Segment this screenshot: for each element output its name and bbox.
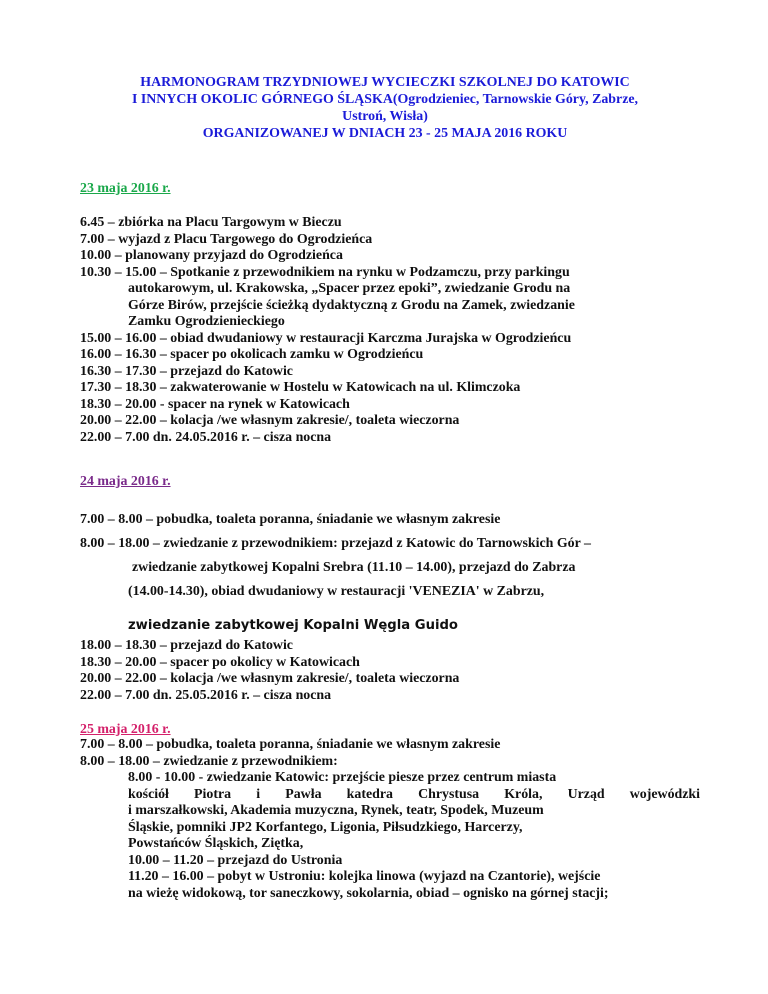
schedule-line: 16.00 – 16.30 – spacer po okolicach zamku w Ogrodzieńcu xyxy=(80,347,424,362)
title-line-4: ORGANIZOWANEJ W DNIACH 23 - 25 MAJA 2016 ROKU xyxy=(202,126,568,141)
schedule-line: 6.45 – zbiórka na Placu Targowym w Bieczu xyxy=(80,215,342,230)
schedule-line: Powstańców Śląskich, Ziętka, xyxy=(128,836,304,851)
schedule-line: 8.00 – 18.00 – zwiedzanie z przewodnikiem: xyxy=(80,753,338,769)
schedule-line: Śląskie, pomniki JP2 Korfantego, Ligonia, Piłsudzkiego, Harcerzy, xyxy=(128,819,523,835)
title-line-2: I INNYCH OKOLIC GÓRNEGO ŚLĄSKA(Ogrodzieniec, Tarnowskie Góry, Zabrze, xyxy=(131,92,638,107)
schedule-line: Górze Birów, przejście ścieżką dydaktyczną z Grodu na Zamek, zwiedzanie xyxy=(128,297,575,313)
title-line-1: HARMONOGRAM TRZYDNIOWEJ WYCIECZKI SZKOLNEJ DO KATOWIC xyxy=(140,75,630,90)
schedule-line: 16.30 – 17.30 – przejazd do Katowic xyxy=(80,363,293,379)
schedule-line: 10.00 – 11.20 – przejazd do Ustronia xyxy=(128,852,343,868)
schedule-line: 7.00 – 8.00 – pobudka, toaleta poranna, śniadanie we własnym zakresie xyxy=(80,737,501,752)
day1-schedule xyxy=(80,215,700,446)
schedule-line: (14.00-14.30), obiad dwudaniowy w restauracji 'VENEZIA' w Zabrzu, xyxy=(128,584,545,599)
day3-date-heading: 25 maja 2016 r. xyxy=(80,722,171,737)
schedule-line: 18.00 – 18.30 – przejazd do Katowic xyxy=(80,638,293,653)
schedule-line: kościół Piotra i Pawła katedra Chrystusa Króla, Urząd wojewódzki xyxy=(128,786,700,802)
schedule-line: 8.00 - 10.00 - zwiedzanie Katowic: przejście piesze przez centrum miasta xyxy=(128,770,557,785)
schedule-line: 7.00 – 8.00 – pobudka, toaleta poranna, śniadanie we własnym zakresie xyxy=(80,512,501,527)
schedule-line: 18.30 – 20.00 – spacer po okolicy w Katowicach xyxy=(80,654,360,670)
schedule-line: 11.20 – 16.00 – pobyt w Ustroniu: kolejka linowa (wyjazd na Czantorie), wejście xyxy=(128,869,601,884)
schedule-line: zwiedzanie zabytkowej Kopalni Węgla Guido xyxy=(128,618,458,633)
schedule-line: 20.00 – 22.00 – kolacja /we własnym zakresie/, toaleta wieczorna xyxy=(80,671,460,686)
schedule-line: 22.00 – 7.00 dn. 25.05.2016 r. – cisza nocna xyxy=(80,687,332,703)
day2-evening-schedule xyxy=(80,638,700,704)
document-title xyxy=(80,74,690,142)
schedule-line: zwiedzanie zabytkowej Kopalni Srebra (11.10 – 14.00), przejazd do Zabrza xyxy=(132,560,576,575)
schedule-line: 10.30 – 15.00 – Spotkanie z przewodnikiem na rynku w Podzamczu, przy parkingu xyxy=(80,264,570,280)
title-line-3: Ustroń, Wisła) xyxy=(342,109,428,124)
day3-schedule xyxy=(80,737,700,902)
schedule-line: na wieżę widokową, tor saneczkowy, sokolarnia, obiad – ognisko na górnej stacji; xyxy=(128,885,609,901)
schedule-line: 17.30 – 18.30 – zakwaterowanie w Hostelu w Katowicach na ul. Klimczoka xyxy=(80,380,521,395)
schedule-line: 8.00 – 18.00 – zwiedzanie z przewodnikiem: przejazd z Katowic do Tarnowskich Gór – xyxy=(80,536,591,551)
schedule-line: autokarowym, ul. Krakowska, „Spacer przez epoki”, zwiedzanie Grodu na xyxy=(128,281,571,296)
schedule-line: 18.30 – 20.00 - spacer na rynek w Katowicach xyxy=(80,396,350,412)
schedule-line: Zamku Ogrodzienieckiego xyxy=(128,314,285,329)
schedule-line: 20.00 – 22.00 – kolacja /we własnym zakresie/, toaleta wieczorna xyxy=(80,413,460,428)
day2-schedule xyxy=(80,508,700,642)
schedule-line: 10.00 – planowany przyjazd do Ogrodzieńca xyxy=(80,248,343,263)
day2-date-heading: 24 maja 2016 r. xyxy=(80,474,171,489)
day1-date-heading: 23 maja 2016 r. xyxy=(80,181,171,196)
schedule-line: 7.00 – wyjazd z Placu Targowego do Ogrodzieńca xyxy=(80,231,373,247)
schedule-line: 15.00 – 16.00 – obiad dwudaniowy w restauracji Karczma Jurajska w Ogrodzieńcu xyxy=(80,330,572,346)
schedule-line: 22.00 – 7.00 dn. 24.05.2016 r. – cisza nocna xyxy=(80,429,332,445)
schedule-line: i marszałkowski, Akademia muzyczna, Rynek, teatr, Spodek, Muzeum xyxy=(128,803,544,818)
